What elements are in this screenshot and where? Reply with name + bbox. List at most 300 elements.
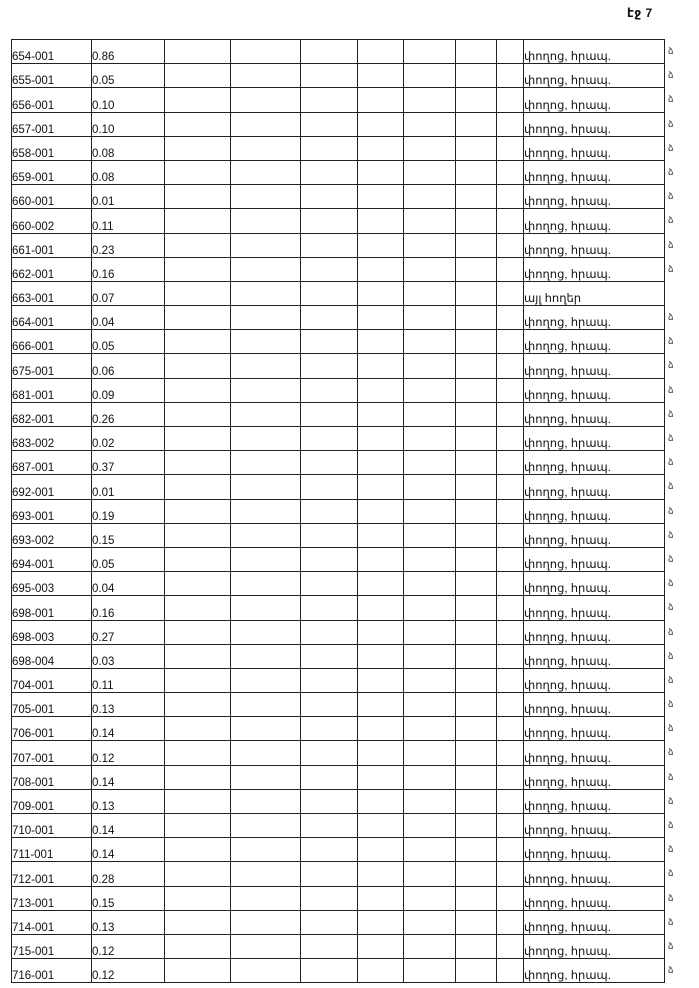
table-row <box>12 547 665 571</box>
empty-cell <box>165 402 231 426</box>
empty-cell <box>358 693 404 717</box>
margin-mark: ձ <box>668 626 674 637</box>
land-use-note-cell: փողոց, հրապ. <box>524 233 665 257</box>
empty-cell <box>231 814 301 838</box>
empty-cell <box>404 620 456 644</box>
empty-cell <box>497 523 524 547</box>
empty-cell <box>358 789 404 813</box>
parcel-code-cell: 695-003 <box>12 572 92 596</box>
empty-cell <box>165 112 231 136</box>
empty-cell <box>231 354 301 378</box>
table-row <box>12 257 665 281</box>
empty-cell <box>301 281 358 305</box>
area-value-cell: 0.11 <box>92 668 165 692</box>
empty-cell <box>231 40 301 64</box>
area-value-cell: 0.04 <box>92 572 165 596</box>
land-use-note-cell: փողոց, հրապ. <box>524 475 665 499</box>
margin-mark: ձ <box>668 46 674 56</box>
empty-cell <box>301 862 358 886</box>
margin-mark: ձ <box>668 674 674 685</box>
parcel-code-cell: 663-001 <box>12 281 92 305</box>
margin-mark: ձ <box>668 940 674 951</box>
empty-cell <box>231 910 301 934</box>
area-value-cell: 0.28 <box>92 862 165 886</box>
empty-cell <box>456 209 497 233</box>
empty-cell <box>404 572 456 596</box>
empty-cell <box>456 378 497 402</box>
table-row <box>12 136 665 160</box>
table-row <box>12 717 665 741</box>
empty-cell <box>165 547 231 571</box>
land-use-note-cell: փողոց, հրապ. <box>524 547 665 571</box>
empty-cell <box>358 427 404 451</box>
area-value-cell: 0.86 <box>92 40 165 64</box>
empty-cell <box>358 354 404 378</box>
empty-cell <box>497 717 524 741</box>
parcel-code-cell: 709-001 <box>12 789 92 813</box>
empty-cell <box>358 64 404 88</box>
empty-cell <box>404 160 456 184</box>
parcel-code-cell: 658-001 <box>12 136 92 160</box>
empty-cell <box>231 620 301 644</box>
parcel-code-cell: 687-001 <box>12 451 92 475</box>
land-use-note-cell: փողոց, հրապ. <box>524 741 665 765</box>
empty-cell <box>165 136 231 160</box>
empty-cell <box>456 862 497 886</box>
area-value-cell: 0.01 <box>92 185 165 209</box>
empty-cell <box>231 572 301 596</box>
empty-cell <box>165 620 231 644</box>
margin-mark: ձ <box>668 263 674 274</box>
empty-cell <box>456 233 497 257</box>
land-use-note-cell: փողոց, հրապ. <box>524 112 665 136</box>
empty-cell <box>165 814 231 838</box>
empty-cell <box>404 838 456 862</box>
empty-cell <box>301 136 358 160</box>
empty-cell <box>231 862 301 886</box>
empty-cell <box>404 499 456 523</box>
land-use-note-cell: փողոց, հրապ. <box>524 88 665 112</box>
empty-cell <box>231 838 301 862</box>
empty-cell <box>165 572 231 596</box>
empty-cell <box>301 475 358 499</box>
empty-cell <box>231 427 301 451</box>
empty-cell <box>358 644 404 668</box>
table-row <box>12 789 665 813</box>
empty-cell <box>404 64 456 88</box>
empty-cell <box>165 789 231 813</box>
empty-cell <box>404 693 456 717</box>
empty-cell <box>358 185 404 209</box>
parcel-code-cell: 681-001 <box>12 378 92 402</box>
parcel-code-cell: 698-003 <box>12 620 92 644</box>
area-value-cell: 0.10 <box>92 88 165 112</box>
area-value-cell: 0.03 <box>92 644 165 668</box>
table-row <box>12 523 665 547</box>
margin-mark: ձ <box>668 747 674 758</box>
table-row <box>12 693 665 717</box>
area-value-cell: 0.23 <box>92 233 165 257</box>
margin-mark: ձ <box>668 384 674 395</box>
empty-cell <box>231 378 301 402</box>
parcel-code-cell: 664-001 <box>12 306 92 330</box>
parcel-code-cell: 706-001 <box>12 717 92 741</box>
empty-cell <box>497 765 524 789</box>
empty-cell <box>358 88 404 112</box>
empty-cell <box>404 475 456 499</box>
empty-cell <box>358 160 404 184</box>
empty-cell <box>404 910 456 934</box>
area-value-cell: 0.12 <box>92 934 165 958</box>
area-value-cell: 0.37 <box>92 451 165 475</box>
margin-mark: ձ <box>668 70 674 81</box>
land-use-note-cell: փողոց, հրապ. <box>524 160 665 184</box>
empty-cell <box>231 112 301 136</box>
empty-cell <box>358 233 404 257</box>
land-use-note-cell: փողոց, հրապ. <box>524 838 665 862</box>
empty-cell <box>165 233 231 257</box>
empty-cell <box>231 765 301 789</box>
empty-cell <box>358 934 404 958</box>
margin-mark: ձ <box>668 239 674 250</box>
empty-cell <box>456 475 497 499</box>
area-value-cell: 0.04 <box>92 306 165 330</box>
land-use-note-cell: փողոց, հրապ. <box>524 427 665 451</box>
land-use-note-cell: փողոց, հրապ. <box>524 40 665 64</box>
parcel-code-cell: 694-001 <box>12 547 92 571</box>
empty-cell <box>301 330 358 354</box>
empty-cell <box>165 451 231 475</box>
empty-cell <box>456 40 497 64</box>
empty-cell <box>165 886 231 910</box>
empty-cell <box>165 209 231 233</box>
empty-cell <box>231 160 301 184</box>
empty-cell <box>497 281 524 305</box>
land-use-note-cell: այլ հողեր <box>524 281 665 305</box>
parcel-code-cell: 660-001 <box>12 185 92 209</box>
land-use-note-cell: փողոց, հրապ. <box>524 572 665 596</box>
empty-cell <box>301 354 358 378</box>
table-row <box>12 64 665 88</box>
empty-cell <box>358 596 404 620</box>
parcel-code-cell: 656-001 <box>12 88 92 112</box>
parcel-code-cell: 708-001 <box>12 765 92 789</box>
empty-cell <box>301 306 358 330</box>
empty-cell <box>165 40 231 64</box>
area-value-cell: 0.12 <box>92 741 165 765</box>
empty-cell <box>231 402 301 426</box>
empty-cell <box>456 765 497 789</box>
table-row <box>12 499 665 523</box>
empty-cell <box>231 185 301 209</box>
empty-cell <box>301 40 358 64</box>
margin-mark: ձ <box>668 699 674 710</box>
empty-cell <box>497 40 524 64</box>
empty-cell <box>456 523 497 547</box>
empty-cell <box>456 547 497 571</box>
empty-cell <box>456 572 497 596</box>
empty-cell <box>301 596 358 620</box>
empty-cell <box>358 257 404 281</box>
table-row <box>12 886 665 910</box>
empty-cell <box>165 354 231 378</box>
empty-cell <box>497 838 524 862</box>
parcel-code-cell: 692-001 <box>12 475 92 499</box>
empty-cell <box>456 330 497 354</box>
empty-cell <box>404 427 456 451</box>
empty-cell <box>358 838 404 862</box>
empty-cell <box>358 741 404 765</box>
land-use-note-cell: փողոց, հրապ. <box>524 185 665 209</box>
table-row <box>12 596 665 620</box>
empty-cell <box>497 741 524 765</box>
empty-cell <box>497 233 524 257</box>
empty-cell <box>231 64 301 88</box>
empty-cell <box>358 378 404 402</box>
empty-cell <box>404 814 456 838</box>
empty-cell <box>165 934 231 958</box>
empty-cell <box>404 354 456 378</box>
area-value-cell: 0.27 <box>92 620 165 644</box>
land-use-note-cell: փողոց, հրապ. <box>524 910 665 934</box>
empty-cell <box>497 330 524 354</box>
empty-cell <box>358 668 404 692</box>
empty-cell <box>497 209 524 233</box>
empty-cell <box>497 789 524 813</box>
empty-cell <box>301 209 358 233</box>
empty-cell <box>456 185 497 209</box>
area-value-cell: 0.14 <box>92 814 165 838</box>
empty-cell <box>301 959 358 983</box>
land-parcel-table <box>11 39 665 983</box>
land-use-note-cell: փողոց, հրապ. <box>524 693 665 717</box>
empty-cell <box>165 596 231 620</box>
margin-mark: ձ <box>668 868 674 879</box>
empty-cell <box>231 668 301 692</box>
empty-cell <box>165 838 231 862</box>
empty-cell <box>404 886 456 910</box>
empty-cell <box>358 112 404 136</box>
margin-mark: ձ <box>668 529 674 540</box>
empty-cell <box>165 475 231 499</box>
empty-cell <box>165 668 231 692</box>
parcel-code-cell: 659-001 <box>12 160 92 184</box>
empty-cell <box>358 910 404 934</box>
empty-cell <box>165 693 231 717</box>
empty-cell <box>497 112 524 136</box>
margin-mark: ձ <box>668 505 674 516</box>
table-row <box>12 451 665 475</box>
land-use-note-cell: փողոց, հրապ. <box>524 789 665 813</box>
empty-cell <box>497 185 524 209</box>
table-row <box>12 934 665 958</box>
empty-cell <box>358 402 404 426</box>
margin-mark: ձ <box>668 94 674 105</box>
empty-cell <box>497 934 524 958</box>
parcel-code-cell: 715-001 <box>12 934 92 958</box>
empty-cell <box>456 451 497 475</box>
parcel-code-cell: 662-001 <box>12 257 92 281</box>
area-value-cell: 0.14 <box>92 765 165 789</box>
empty-cell <box>231 934 301 958</box>
empty-cell <box>301 451 358 475</box>
parcel-code-cell: 675-001 <box>12 354 92 378</box>
empty-cell <box>231 886 301 910</box>
table-row <box>12 330 665 354</box>
land-use-note-cell: փողոց, հրապ. <box>524 596 665 620</box>
empty-cell <box>456 596 497 620</box>
empty-cell <box>456 693 497 717</box>
area-value-cell: 0.05 <box>92 330 165 354</box>
area-value-cell: 0.26 <box>92 402 165 426</box>
margin-mark: ձ <box>668 578 674 589</box>
empty-cell <box>301 693 358 717</box>
empty-cell <box>497 886 524 910</box>
empty-cell <box>165 644 231 668</box>
empty-cell <box>231 789 301 813</box>
empty-cell <box>404 451 456 475</box>
empty-cell <box>231 88 301 112</box>
table-row <box>12 668 665 692</box>
area-value-cell: 0.13 <box>92 693 165 717</box>
empty-cell <box>404 185 456 209</box>
margin-mark: ձ <box>668 457 674 468</box>
margin-mark <box>668 281 694 305</box>
empty-cell <box>301 547 358 571</box>
area-value-cell: 0.05 <box>92 547 165 571</box>
empty-cell <box>165 378 231 402</box>
empty-cell <box>497 88 524 112</box>
area-value-cell: 0.01 <box>92 475 165 499</box>
empty-cell <box>456 934 497 958</box>
empty-cell <box>358 475 404 499</box>
empty-cell <box>301 789 358 813</box>
empty-cell <box>165 257 231 281</box>
margin-mark: ձ <box>668 650 674 661</box>
empty-cell <box>358 862 404 886</box>
margin-mark: ձ <box>668 916 674 927</box>
margin-marks <box>668 39 694 982</box>
empty-cell <box>404 765 456 789</box>
empty-cell <box>165 717 231 741</box>
empty-cell <box>497 814 524 838</box>
parcel-code-cell: 682-001 <box>12 402 92 426</box>
empty-cell <box>231 281 301 305</box>
empty-cell <box>497 64 524 88</box>
parcel-code-cell: 710-001 <box>12 814 92 838</box>
area-value-cell: 0.06 <box>92 354 165 378</box>
empty-cell <box>231 257 301 281</box>
table-row <box>12 306 665 330</box>
margin-mark: ձ <box>668 820 674 830</box>
empty-cell <box>456 910 497 934</box>
parcel-code-cell: 707-001 <box>12 741 92 765</box>
margin-mark: ձ <box>668 771 674 782</box>
empty-cell <box>231 693 301 717</box>
empty-cell <box>497 644 524 668</box>
area-value-cell: 0.02 <box>92 427 165 451</box>
empty-cell <box>404 112 456 136</box>
parcel-code-cell: 661-001 <box>12 233 92 257</box>
land-use-note-cell: փողոց, հրապ. <box>524 64 665 88</box>
table-row <box>12 233 665 257</box>
empty-cell <box>301 112 358 136</box>
land-use-note-cell: փողոց, հրապ. <box>524 862 665 886</box>
empty-cell <box>231 523 301 547</box>
empty-cell <box>456 741 497 765</box>
empty-cell <box>404 136 456 160</box>
land-use-note-cell: փողոց, հրապ. <box>524 886 665 910</box>
parcel-code-cell: 698-004 <box>12 644 92 668</box>
margin-mark: ձ <box>668 723 674 734</box>
area-value-cell: 0.09 <box>92 378 165 402</box>
empty-cell <box>358 572 404 596</box>
table-row <box>12 281 665 305</box>
land-use-note-cell: փողոց, հրապ. <box>524 620 665 644</box>
parcel-code-cell: 712-001 <box>12 862 92 886</box>
empty-cell <box>456 427 497 451</box>
empty-cell <box>497 427 524 451</box>
parcel-code-cell: 693-002 <box>12 523 92 547</box>
land-use-note-cell: փողոց, հրապ. <box>524 257 665 281</box>
empty-cell <box>497 959 524 983</box>
margin-mark: ձ <box>668 481 674 492</box>
empty-cell <box>456 160 497 184</box>
land-use-note-cell: փողոց, հրապ. <box>524 451 665 475</box>
empty-cell <box>165 765 231 789</box>
margin-mark: ձ <box>668 965 674 976</box>
parcel-code-cell: 711-001 <box>12 838 92 862</box>
empty-cell <box>165 160 231 184</box>
margin-mark: ձ <box>668 602 674 613</box>
empty-cell <box>301 717 358 741</box>
empty-cell <box>231 499 301 523</box>
table-row <box>12 160 665 184</box>
margin-mark: ձ <box>668 336 674 347</box>
empty-cell <box>231 741 301 765</box>
empty-cell <box>231 717 301 741</box>
empty-cell <box>404 257 456 281</box>
parcel-code-cell: 655-001 <box>12 64 92 88</box>
empty-cell <box>404 209 456 233</box>
empty-cell <box>456 281 497 305</box>
table-row <box>12 910 665 934</box>
table-row <box>12 185 665 209</box>
empty-cell <box>497 499 524 523</box>
empty-cell <box>497 160 524 184</box>
empty-cell <box>404 644 456 668</box>
empty-cell <box>456 838 497 862</box>
empty-cell <box>456 257 497 281</box>
empty-cell <box>301 185 358 209</box>
table-row <box>12 765 665 789</box>
empty-cell <box>231 330 301 354</box>
table-row <box>12 40 665 64</box>
empty-cell <box>456 112 497 136</box>
empty-cell <box>358 209 404 233</box>
empty-cell <box>497 306 524 330</box>
empty-cell <box>456 64 497 88</box>
empty-cell <box>497 257 524 281</box>
margin-mark: ձ <box>668 215 674 226</box>
land-use-note-cell: փողոց, հրապ. <box>524 378 665 402</box>
empty-cell <box>165 281 231 305</box>
empty-cell <box>358 959 404 983</box>
empty-cell <box>358 499 404 523</box>
table-row <box>12 378 665 402</box>
margin-mark: ձ <box>668 312 674 323</box>
empty-cell <box>358 814 404 838</box>
